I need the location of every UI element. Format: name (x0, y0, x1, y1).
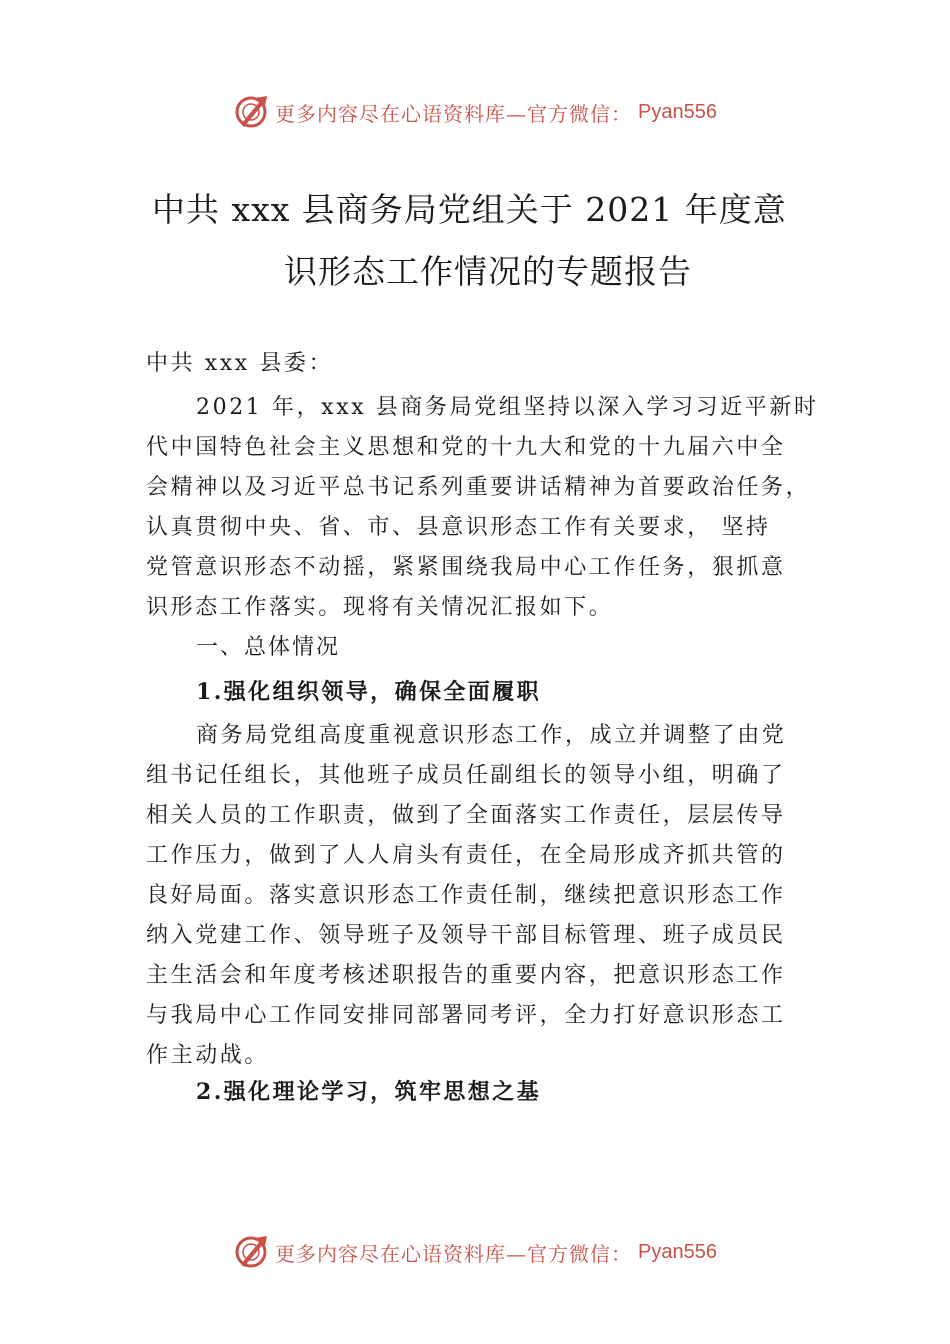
document-title-line-1: 中共 xxx 县商务局党组关于 2021 年度意 (152, 190, 787, 229)
salutation: 中共 xxx 县委： (146, 351, 334, 376)
subsection-heading: 1.强化组织领导，确保全面履职 (196, 679, 541, 705)
paragraph-line: 主生活会和年度考核述职报告的重要内容，把意识形态工作 (146, 963, 786, 988)
intro-line: 2021 年，xxx 县商务局党组坚持以深入学习习近平新时 (196, 395, 819, 420)
paragraph-line: 商务局党组高度重视意识形态工作，成立并调整了由党 (196, 723, 787, 748)
paragraph-line: 与我局中心工作同安排同部署同考评，全力打好意识形态工 (146, 1003, 786, 1028)
banner-text: 更多内容尽在心语资料库—官方微信： (275, 101, 633, 126)
subsection-heading: 2.强化理论学习，筑牢思想之基 (196, 1079, 541, 1105)
intro-line: 会精神以及习近平总书记系列重要讲话精神为首要政治任务， (146, 475, 811, 500)
paragraph-line: 纳入党建工作、领导班子及领导干部目标管理、班子成员民 (146, 923, 786, 948)
banner-wechat-handle: Pyan556 (638, 1240, 717, 1263)
paragraph-line: 良好局面。落实意识形态工作责任制，继续把意识形态工作 (146, 883, 786, 908)
intro-line: 认真贯彻中央、省、市、县意识形态工作有关要求， 坚持 (146, 515, 771, 540)
intro-line: 识形态工作落实。现将有关情况汇报如下。 (146, 595, 614, 620)
paragraph-line: 相关人员的工作职责，做到了全面落实工作责任，层层传导 (146, 803, 786, 828)
header-banner (0, 92, 950, 132)
quill-seal-icon (233, 1234, 269, 1270)
intro-line: 党管意识形态不动摇，紧紧围绕我局中心工作任务，狠抓意 (146, 555, 786, 580)
document-title-line-2: 识形态工作情况的专题报告 (284, 252, 692, 291)
paragraph-line: 组书记任组长，其他班子成员任副组长的领导小组，明确了 (146, 763, 786, 788)
footer-banner (0, 1232, 950, 1272)
section-heading: 一、总体情况 (196, 635, 341, 660)
paragraph-line: 工作压力，做到了人人肩头有责任，在全局形成齐抓共管的 (146, 843, 786, 868)
paragraph-line: 作主动战。 (146, 1043, 270, 1068)
banner-wechat-handle: Pyan556 (638, 100, 717, 123)
quill-seal-icon (233, 94, 269, 130)
intro-line: 代中国特色社会主义思想和党的十九大和党的十九届六中全 (146, 435, 786, 460)
banner-text: 更多内容尽在心语资料库—官方微信： (275, 1241, 633, 1266)
